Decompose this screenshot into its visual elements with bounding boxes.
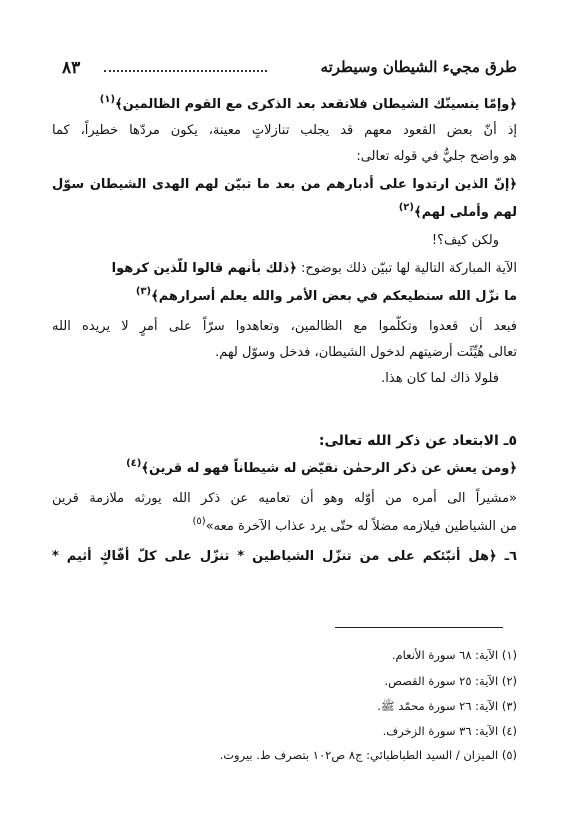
verse-text: ٦ـ ﴿هل أنبّئكم على من تنزّل الشياطين * تنزّل على كلّ أفّاكٍ أثيم *: [52, 549, 517, 564]
footnote-ref: (١): [99, 94, 116, 105]
quran-verse-line: [399, 202, 517, 226]
paragraph-line: [52, 316, 517, 340]
verse-text: ﴿ذلك بأنهم قالوا للّذين كرهوا: [111, 261, 297, 276]
paragraph-text: إذ أنّ بعض القعود معهم قد يجلب تنازلاتٍ معينة، يكون مردّها خطيراً، كما: [52, 123, 517, 138]
paragraph-text: «مشيراً الى أمره من أوّله وهو أن تعاميه عن ذكر الله يورثه ملازمة قرين: [52, 491, 517, 506]
paragraph-line: [432, 230, 499, 254]
paragraph-text: فبعد أن قعدوا وتكلّموا مع الظالمين، وتعاهدوا سرّاً على أمرٍ لا يريده الله: [52, 319, 517, 334]
paragraph-text: من الشياطين فيلازمه مضلاً له حتّى يرد عذاب الآخرة معه»: [205, 519, 517, 534]
paragraph-text: هو واضح جليٌّ في قوله تعالى:: [356, 149, 517, 164]
quran-verse-line: [136, 286, 517, 310]
footnote-ref: (٢): [398, 202, 414, 213]
paragraph-line: [52, 488, 517, 512]
footnote-ref: (٥): [192, 516, 206, 527]
quran-verse-line: [52, 174, 517, 198]
verse-text: لهم وأملى لهم﴾: [413, 205, 517, 220]
verse-text: ﴿ومن يعش عن ذكر الرحمٰن نقيّض له شيطاناً فهو له قرين﴾: [141, 461, 517, 476]
footnote-1: (١) الآية: ٦٨ سورة الأنعام.: [391, 648, 517, 662]
footnote-separator: [335, 627, 503, 628]
paragraph-line: [381, 368, 499, 392]
running-title: طرق مجيء الشيطان وسيطرته: [320, 58, 517, 76]
footnote-ref: (٤): [126, 458, 142, 469]
footnote-ref: (٣): [135, 286, 152, 297]
footnote-4: (٤) الآية: ٣٦ سورة الزخرف.: [382, 724, 517, 738]
verse-text: ﴿إنّ الذين ارتدوا على أدبارهم من بعد ما تبيّن لهم الهدى الشيطان سوّل: [52, 177, 517, 192]
paragraph-line: [52, 258, 517, 282]
paragraph-line: [52, 120, 517, 144]
running-header: [62, 58, 517, 82]
page-number: ٨٣: [62, 58, 81, 78]
footnote-2: (٢) الآية: ٢٥ سورة القصص.: [384, 674, 517, 688]
paragraph-text: ولكن كيف؟!: [431, 233, 499, 248]
quran-verse-line: [126, 458, 517, 482]
paragraph-text: تعالى هُيِّئَت أرضيتهم لدخول الشيطان، فدخل وسوّل لهم.: [215, 345, 517, 360]
heading-text: ٥ـ الابتعاد عن ذكر الله تعالى:: [318, 433, 517, 449]
paragraph-text: الآية المباركة التالية لها تبيّن ذلك بوضوح:: [301, 261, 517, 276]
verse-text: ﴿وإمّا ينسينّك الشيطان فلاتقعد بعد الذكرى مع القوم الظالمين﴾: [115, 97, 517, 112]
quran-verse-line: [52, 546, 517, 570]
paragraph-text: فلولا ذاك لما كان هذا.: [381, 371, 499, 386]
section-heading: [319, 430, 517, 454]
footnote-5: (٥) الميزان / السيد الطباطبائي: ج٨ ص١٠٢ بتصرف ط. بيروت.: [219, 748, 517, 762]
header-dot-leader: [104, 70, 267, 72]
paragraph-line: [215, 342, 517, 366]
footnote-3: (٣) الآية: ٢٦ سورة محمّد ﷺ.: [377, 699, 517, 713]
verse-text: ما نزّل الله سنطيعكم في بعض الأمر والله يعلم أسرارهم﴾: [151, 289, 517, 304]
paragraph-line: [356, 146, 517, 170]
paragraph-line: [193, 516, 518, 540]
quran-verse-line: [100, 94, 517, 118]
